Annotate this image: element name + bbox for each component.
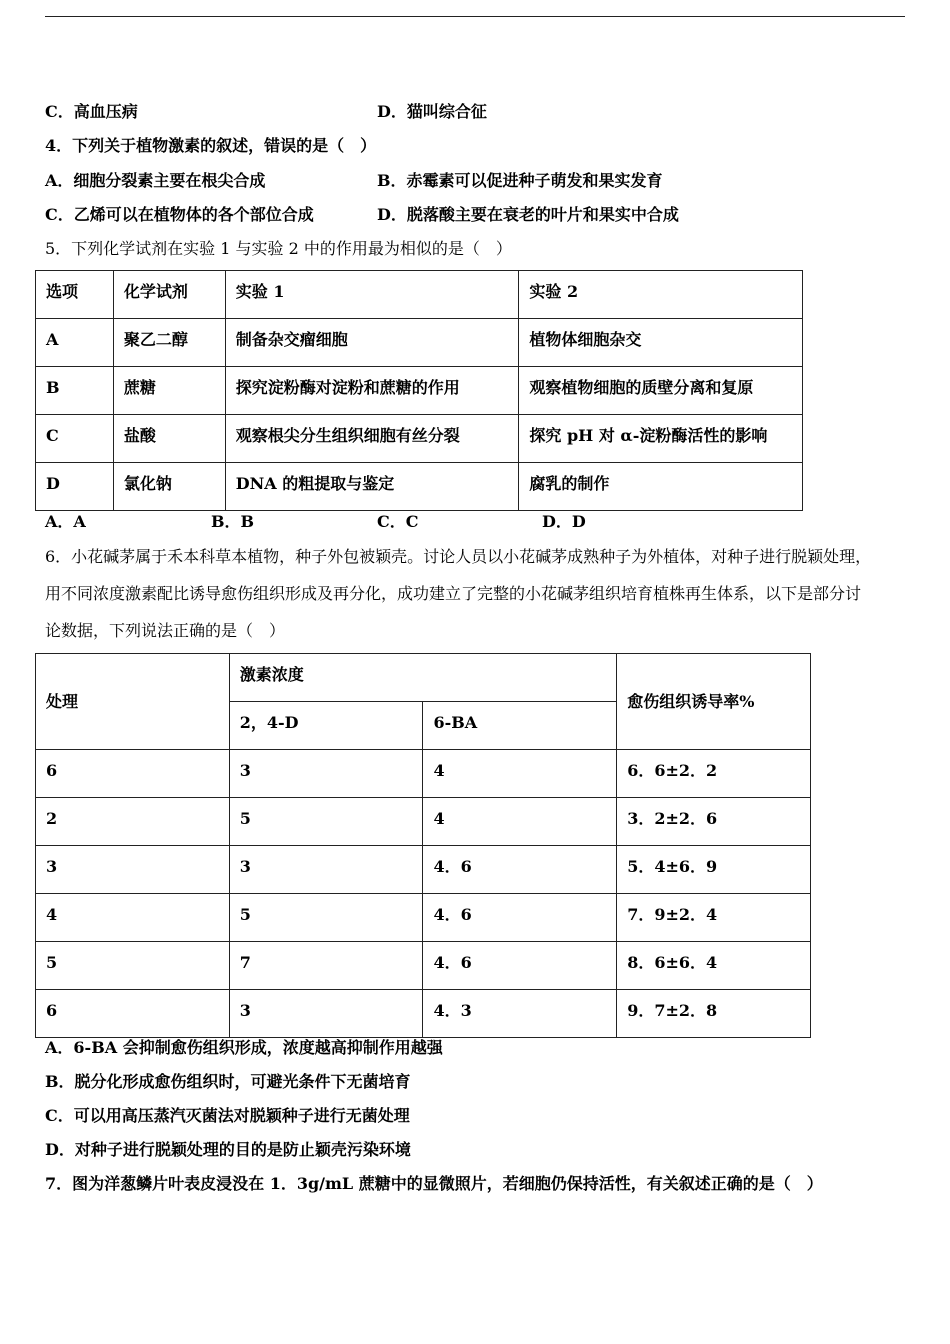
- table-cell: 4．6: [423, 894, 617, 942]
- table-cell: 探究淀粉酶对淀粉和蔗糖的作用: [225, 367, 519, 415]
- q3-option-d[interactable]: D．猫叫综合征: [377, 102, 487, 121]
- table-cell: 氯化钠: [113, 463, 225, 511]
- q4-option-a[interactable]: A．细胞分裂素主要在根尖合成: [45, 171, 266, 190]
- table-row: [36, 463, 803, 511]
- header-cell-24d: 2，4-D: [229, 702, 423, 750]
- q4-option-c[interactable]: C．乙烯可以在植物体的各个部位合成: [45, 205, 314, 224]
- table-cell: 4．6: [423, 942, 617, 990]
- table-cell: C: [36, 415, 114, 463]
- table-header-row: [36, 654, 811, 702]
- header-cell-6ba: 6-BA: [423, 702, 617, 750]
- table-cell: 观察根尖分生组织细胞有丝分裂: [225, 415, 519, 463]
- table-cell: 4: [423, 798, 617, 846]
- table-cell: 5: [229, 894, 423, 942]
- q5-option-a[interactable]: A．A: [45, 512, 86, 531]
- q5-option-d[interactable]: D．D: [542, 512, 586, 531]
- table-cell: 4．3: [423, 990, 617, 1038]
- q7-stem: 7．图为洋葱鳞片叶表皮浸没在 1．3g/mL 蔗糖中的显微照片，若细胞仍保持活性，有关叙述正确的是（ ）: [45, 1174, 823, 1193]
- q6-stem-line-3: 论数据，下列说法正确的是（ ）: [45, 621, 286, 640]
- q6-option-a[interactable]: A．6-BA 会抑制愈伤组织形成，浓度越高抑制作用越强: [45, 1038, 443, 1057]
- table-row: [36, 798, 811, 846]
- table-cell: A: [36, 319, 114, 367]
- table-cell: 3: [229, 750, 423, 798]
- q5-option-c[interactable]: C．C: [377, 512, 419, 531]
- header-cell: 选项: [36, 271, 114, 319]
- q3-option-c[interactable]: C．高血压病: [45, 102, 138, 121]
- table-cell: 蔗糖: [113, 367, 225, 415]
- table-cell: 聚乙二醇: [113, 319, 225, 367]
- q6-stem-line-1: 6．小花碱茅属于禾本科草本植物，种子外包被颖壳。讨论人员以小花碱茅成熟种子为外植体，对种子进行脱颖处理，: [45, 547, 872, 566]
- table-cell: 6: [36, 990, 230, 1038]
- table-cell: 4: [36, 894, 230, 942]
- q4-stem: 4．下列关于植物激素的叙述，错误的是（ ）: [45, 136, 377, 155]
- q6-stem-line-2: 用不同浓度激素配比诱导愈伤组织形成及再分化，成功建立了完整的小花碱茅组织培育植株再生体系，以下是部分讨: [45, 584, 862, 603]
- table-row: [36, 367, 803, 415]
- header-cell: 实验 1: [225, 271, 519, 319]
- table-cell: 5: [229, 798, 423, 846]
- table-cell: 2: [36, 798, 230, 846]
- table-cell: 3: [36, 846, 230, 894]
- table-header-row: [36, 271, 803, 319]
- header-cell: 实验 2: [519, 271, 803, 319]
- header-cell-hormone: 激素浓度: [229, 654, 616, 702]
- q6-option-b[interactable]: B．脱分化形成愈伤组织时，可避光条件下无菌培育: [45, 1072, 411, 1091]
- table-row: [36, 415, 803, 463]
- q4-option-d[interactable]: D．脱落酸主要在衰老的叶片和果实中合成: [377, 205, 679, 224]
- q6-option-c[interactable]: C．可以用高压蒸汽灭菌法对脱颖种子进行无菌处理: [45, 1106, 410, 1125]
- table-cell: 7: [229, 942, 423, 990]
- header-rule: [45, 16, 905, 17]
- table-cell: 3: [229, 990, 423, 1038]
- table-row: [36, 319, 803, 367]
- q5-option-b[interactable]: B．B: [211, 512, 255, 531]
- header-cell-treatment: 处理: [36, 654, 230, 750]
- table-cell: 7．9±2．4: [617, 894, 811, 942]
- table-cell: D: [36, 463, 114, 511]
- table-cell: 腐乳的制作: [519, 463, 803, 511]
- table-cell: 观察植物细胞的质壁分离和复原: [519, 367, 803, 415]
- table-cell: DNA 的粗提取与鉴定: [225, 463, 519, 511]
- table-cell: 3: [229, 846, 423, 894]
- header-cell-rate: 愈伤组织诱导率%: [617, 654, 811, 750]
- header-cell: 化学试剂: [113, 271, 225, 319]
- q4-option-b[interactable]: B．赤霉素可以促进种子萌发和果实发育: [377, 171, 663, 190]
- table-row: [36, 990, 811, 1038]
- table-cell: B: [36, 367, 114, 415]
- q6-option-d[interactable]: D．对种子进行脱颖处理的目的是防止颖壳污染环境: [45, 1140, 411, 1159]
- table-cell: 5．4±6．9: [617, 846, 811, 894]
- table-row: [36, 750, 811, 798]
- table-cell: 4: [423, 750, 617, 798]
- table-cell: 盐酸: [113, 415, 225, 463]
- table-cell: 植物体细胞杂交: [519, 319, 803, 367]
- table-cell: 6: [36, 750, 230, 798]
- table-row: [36, 942, 811, 990]
- table-cell: 制备杂交瘤细胞: [225, 319, 519, 367]
- q6-table: [35, 653, 811, 1038]
- table-cell: 8．6±6．4: [617, 942, 811, 990]
- table-cell: 5: [36, 942, 230, 990]
- q5-stem: 5．下列化学试剂在实验 1 与实验 2 中的作用最为相似的是（ ）: [45, 239, 512, 258]
- table-cell: 6．6±2．2: [617, 750, 811, 798]
- q5-table: [35, 270, 803, 511]
- table-cell: 4．6: [423, 846, 617, 894]
- table-row: [36, 846, 811, 894]
- table-cell: 9．7±2．8: [617, 990, 811, 1038]
- table-cell: 探究 pH 对 α-淀粉酶活性的影响: [519, 415, 803, 463]
- table-row: [36, 894, 811, 942]
- table-cell: 3．2±2．6: [617, 798, 811, 846]
